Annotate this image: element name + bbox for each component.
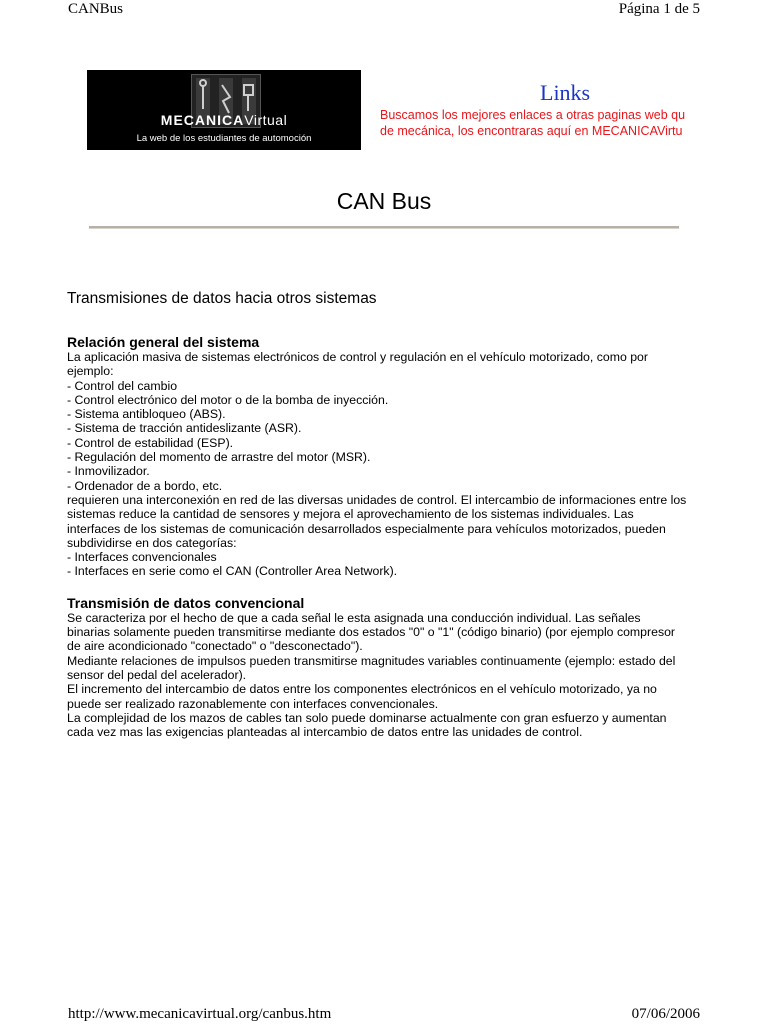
list-item: - Ordenador de a bordo, etc. xyxy=(67,478,223,493)
print-footer-url: http://www.mecanicavirtual.org/canbus.htm xyxy=(68,1006,332,1022)
page-title: CAN Bus xyxy=(336,188,432,214)
print-header-page: Página 1 de 5 xyxy=(618,1,700,17)
list-item: - Interfaces en serie como el CAN (Controller Area Network). xyxy=(67,564,398,579)
mecanicavirtual-logo[interactable] xyxy=(87,70,361,150)
text-line: binarias solamente pueden transmitirse mediante dos estados "0" o "1" (código binario) (por ejemplo compresor xyxy=(67,625,676,640)
print-footer-date: 07/06/2006 xyxy=(631,1006,700,1022)
intro-heading: Transmisiones de datos hacia otros sistemas xyxy=(67,290,377,307)
list-item: - Control del cambio xyxy=(67,378,178,393)
text-line: cada vez mas las exigencias planteadas al intercambio de datos entre las unidades de control. xyxy=(67,725,583,740)
links-banner-line-2: de mecánica, los encontraras aquí en MECANICAVirtu xyxy=(380,124,683,138)
text-line: interfaces de los sistemas de comunicación desarrollados especialmente para vehículos motorizados, pueden xyxy=(67,521,666,536)
list-item: - Interfaces convencionales xyxy=(67,550,217,565)
text-line: de aire acondicionado "conectado" o "desconectado"). xyxy=(67,639,363,654)
text-line: ejemplo: xyxy=(67,364,114,379)
links-banner-line-1: Buscamos los mejores enlaces a otras paginas web qu xyxy=(380,108,686,122)
text-line: sensor del pedal del acelerador). xyxy=(67,667,247,682)
logo-brand xyxy=(87,112,361,128)
logo-brand-suffix: Virtual xyxy=(244,112,288,128)
text-line: subdividirse en dos categorías: xyxy=(67,535,237,550)
links-banner-text[interactable] xyxy=(380,107,700,139)
title-divider xyxy=(89,226,679,229)
text-line: requieren una interconexión en red de las diversas unidades de control. El intercambio de informaciones entre los xyxy=(67,492,687,507)
text-line: El incremento del intercambio de datos entre los componentes electrónicos en el vehículo motorizado, ya no xyxy=(67,682,657,697)
list-item: - Sistema antibloqueo (ABS). xyxy=(67,407,226,422)
links-banner-title[interactable]: Links xyxy=(540,80,591,105)
text-line: Mediante relaciones de impulsos pueden transmitirse magnitudes variables continuamente (ejemplo: estado del xyxy=(67,653,676,668)
text-line: Se caracteriza por el hecho de que a cada señal le esta asignada una conducción individual. Las señales xyxy=(67,610,641,625)
text-line: La complejidad de los mazos de cables tan solo puede dominarse actualmente con gran esfuerzo y aumentan xyxy=(67,710,667,725)
section-heading-transmision: Transmisión de datos convencional xyxy=(67,594,305,611)
list-item: - Regulación del momento de arrastre del motor (MSR). xyxy=(67,450,371,465)
list-item: - Control de estabilidad (ESP). xyxy=(67,435,234,450)
logo-tagline: La web de los estudiantes de automoción xyxy=(136,133,312,144)
text-line: La aplicación masiva de sistemas electrónicos de control y regulación en el vehículo motorizado, como por xyxy=(67,350,648,364)
section-body-relacion xyxy=(67,350,707,579)
list-item: - Control electrónico del motor o de la bomba de inyección. xyxy=(67,392,389,407)
print-header-title: CANBus xyxy=(68,1,124,17)
article-body xyxy=(67,290,707,739)
list-item: - Sistema de tracción antideslizante (ASR). xyxy=(67,421,302,436)
text-line: puede ser realizado razonablemente con interfaces convencionales. xyxy=(67,696,439,711)
list-item: - Inmovilizador. xyxy=(67,464,150,479)
section-heading-relacion: Relación general del sistema xyxy=(67,334,260,350)
logo-brand-main: MECANICA xyxy=(160,112,245,128)
section-body-transmision xyxy=(67,611,707,740)
text-line: sistemas reduce la cantidad de sensores y mejora el aprovechamiento de los sistemas individuales. Las xyxy=(67,507,634,522)
